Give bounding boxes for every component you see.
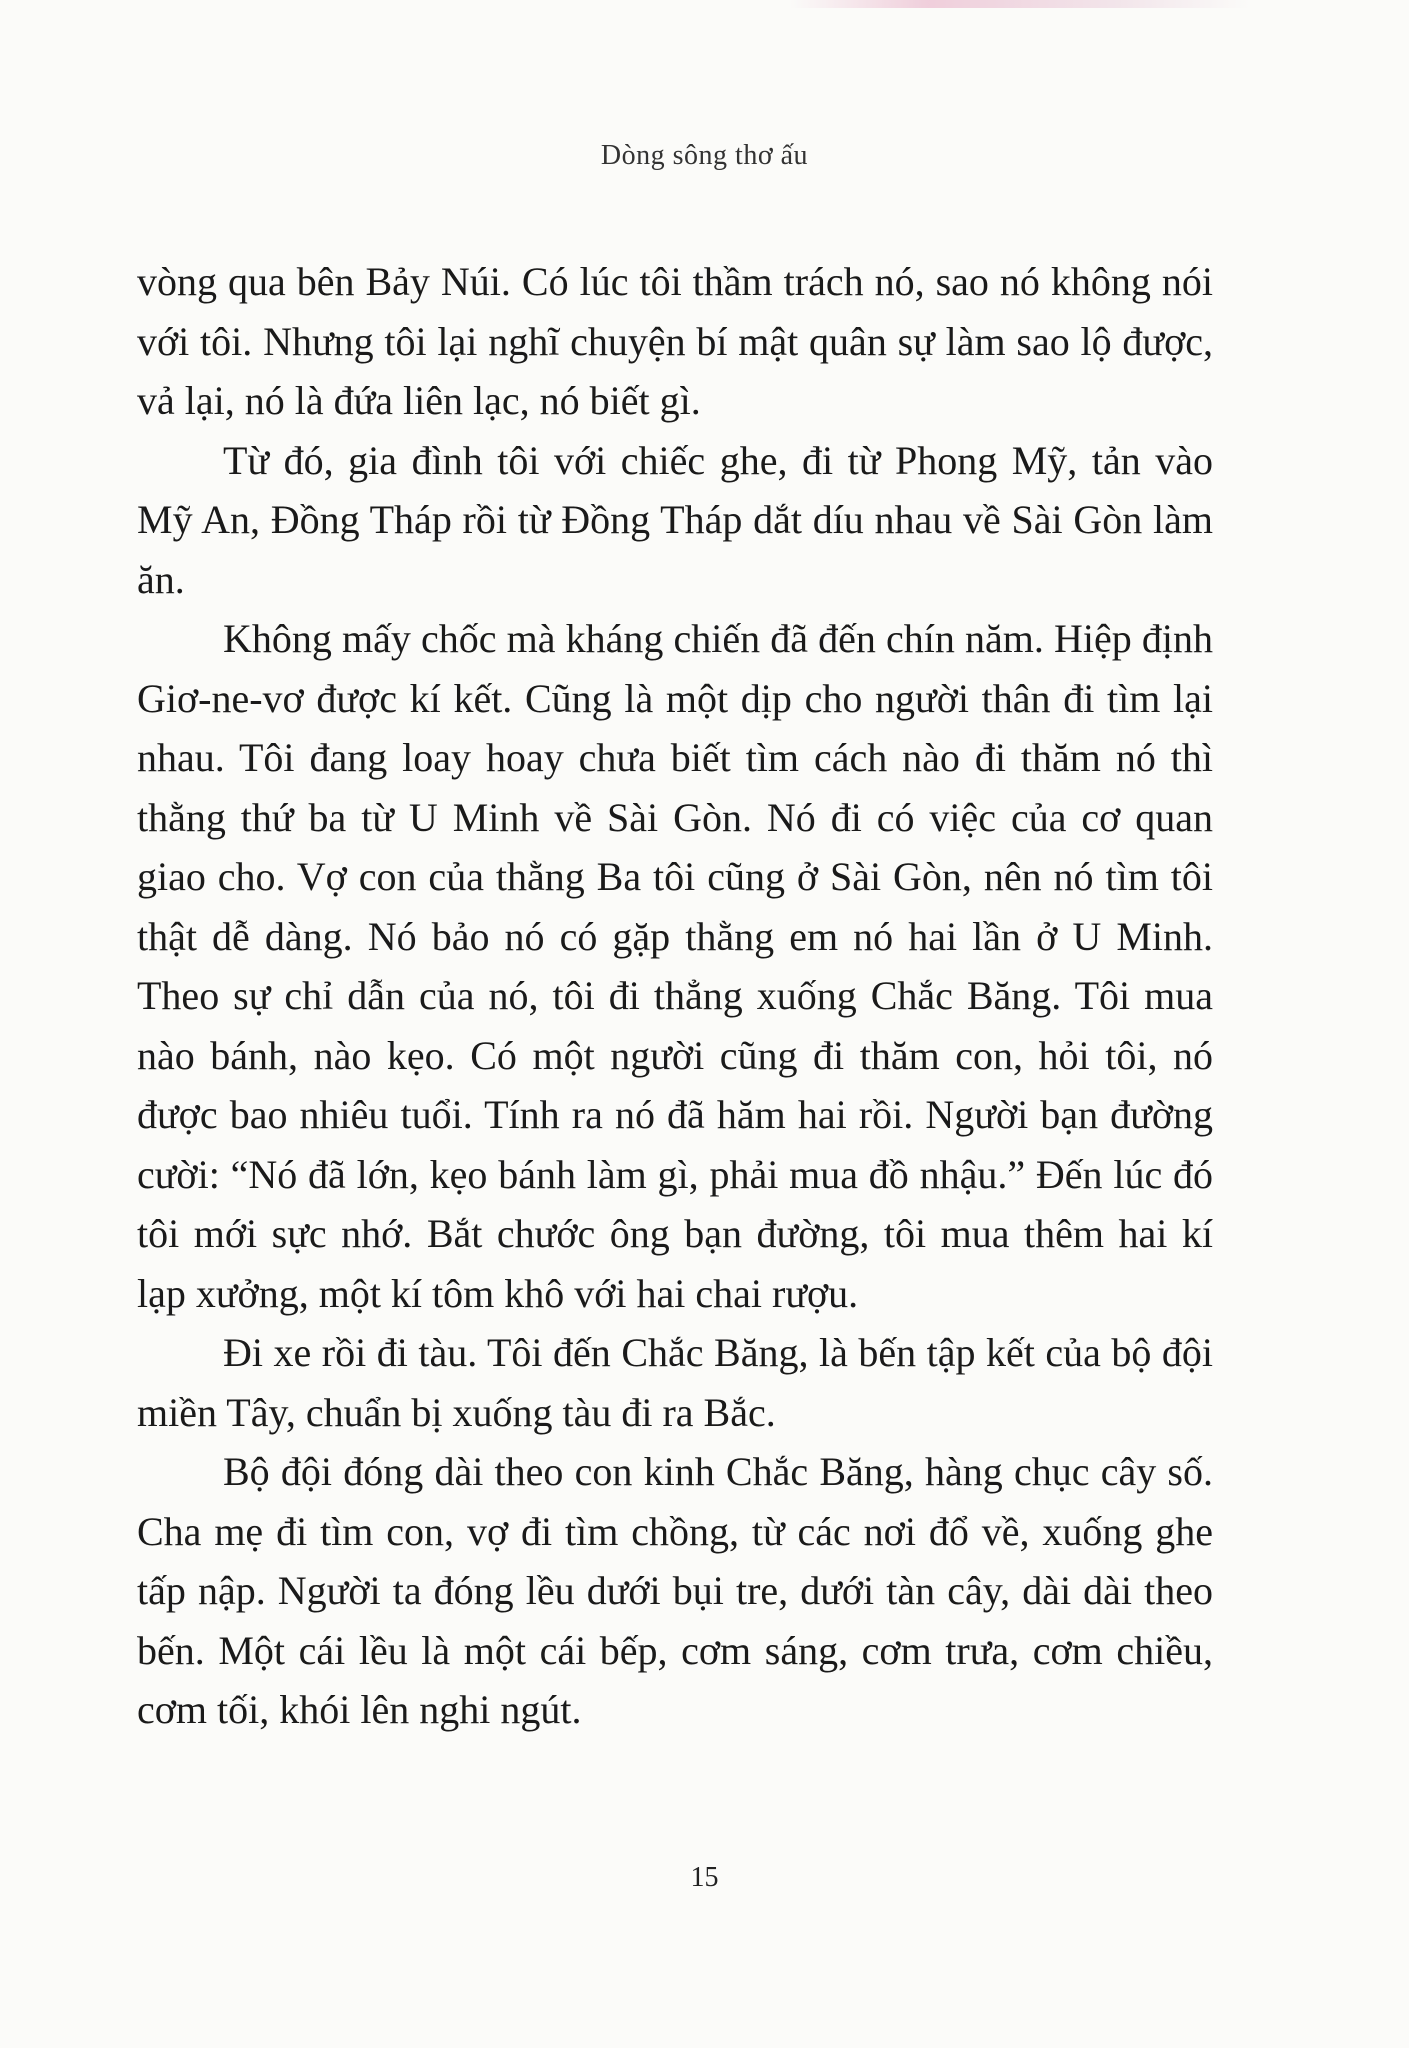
paragraph-5: Bộ đội đóng dài theo con kinh Chắc Băng, hàng chục cây số. Cha mẹ đi tìm con, vợ đi tìm chồng, từ các nơi đổ về, xuống ghe tấp nập. Người ta đóng lều dưới bụi tre, dưới tàn cây, dài dài theo bến. Một cái lều là một cái bếp, cơm sáng, cơm trưa, cơm chiều, cơm tối, khói lên nghi ngút. xyxy=(137,1449,1213,1732)
paragraph-2: Từ đó, gia đình tôi với chiếc ghe, đi từ Phong Mỹ, tản vào Mỹ An, Đồng Tháp rồi từ Đồng Tháp dắt díu nhau về Sài Gòn làm ăn. xyxy=(137,437,1213,602)
paragraph-4: Đi xe rồi đi tàu. Tôi đến Chắc Băng, là bến tập kết của bộ đội miền Tây, chuẩn bị xuống tàu đi ra Bắc. xyxy=(137,1330,1213,1435)
page-number: 15 xyxy=(690,1862,719,1893)
paragraph-3: Không mấy chốc mà kháng chiến đã đến chín năm. Hiệp định Giơ-ne-vơ được kí kết. Cũng là một dịp cho người thân đi tìm lại nhau. Tôi đang loay hoay chưa biết tìm cách nào đi thăm nó thì thằng thứ ba từ U Minh về Sài Gòn. Nó đi có việc của cơ quan giao cho. Vợ con của thằng Ba tôi cũng ở Sài Gòn, nên nó tìm tôi thật dễ dàng. Nó bảo nó có gặp thằng em nó hai lần ở U Minh. Theo sự chỉ dẫn của nó, tôi đi thẳng xuống Chắc Băng. Tôi mua nào bánh, nào kẹo. Có một người cũng đi thăm con, hỏi tôi, nó được bao nhiêu tuổi. Tính ra nó đã hăm hai rồi. Người bạn đường cười: “Nó đã lớn, kẹo bánh làm gì, phải mua đồ nhậu.” Đến lúc đó tôi mới sực nhớ. Bắt chước ông bạn đường, tôi mua thêm hai kí lạp xưởng, một kí tôm khô với hai chai rượu. xyxy=(137,616,1213,1316)
paragraph-1: vòng qua bên Bảy Núi. Có lúc tôi thầm trách nó, sao nó không nói với tôi. Nhưng tôi lại nghĩ chuyện bí mật quân sự làm sao lộ được, vả lại, nó là đứa liên lạc, nó biết gì. xyxy=(137,259,1213,423)
body-text xyxy=(137,252,1213,1740)
scan-edge-artifact xyxy=(790,0,1250,8)
running-header-title: Dòng sông thơ ấu xyxy=(600,140,809,171)
